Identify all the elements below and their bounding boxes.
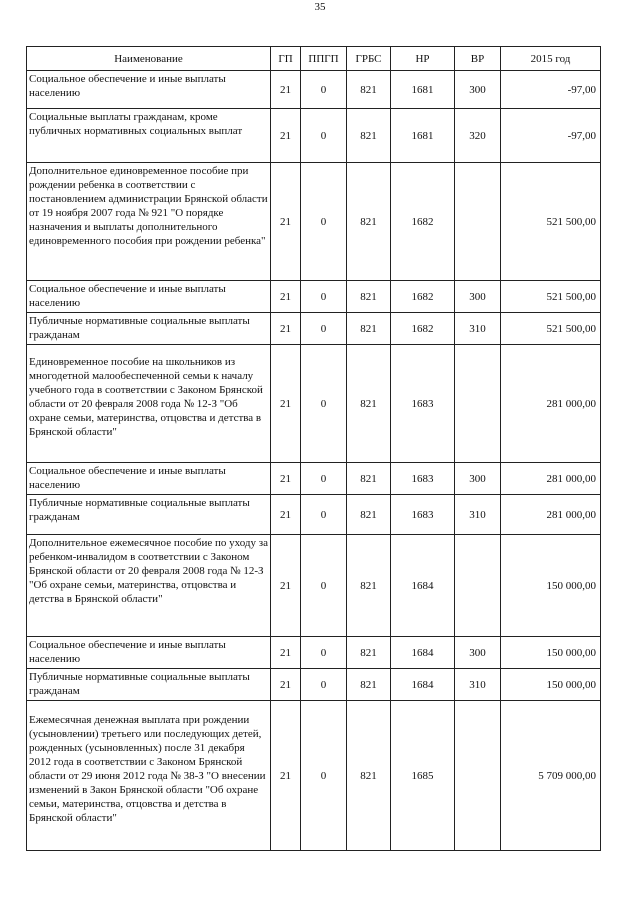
table-row [27,669,601,701]
row-vr [455,535,501,637]
row-gp: 21 [271,495,301,535]
row-gp: 21 [271,669,301,701]
row-amount: 5 709 000,00 [501,701,601,851]
row-vr [455,701,501,851]
row-ppgp: 0 [301,281,347,313]
table-row [27,281,601,313]
row-vr [455,345,501,463]
row-name: Социальное обеспечение и иные выплаты населению [27,71,271,109]
table-row [27,637,601,669]
row-grbs: 821 [347,71,391,109]
row-grbs: 821 [347,281,391,313]
row-gp: 21 [271,463,301,495]
row-gp: 21 [271,313,301,345]
row-amount: -97,00 [501,109,601,163]
row-amount: 281 000,00 [501,495,601,535]
table-row [27,313,601,345]
budget-table [26,46,601,851]
column-header-gp: ГП [271,47,301,71]
row-gp: 21 [271,701,301,851]
row-ppgp: 0 [301,71,347,109]
row-vr: 320 [455,109,501,163]
row-ppgp: 0 [301,669,347,701]
row-amount: 150 000,00 [501,669,601,701]
row-ppgp: 0 [301,163,347,281]
row-name: Социальное обеспечение и иные выплаты населению [27,281,271,313]
row-vr: 310 [455,495,501,535]
row-gp: 21 [271,637,301,669]
row-vr: 310 [455,313,501,345]
row-vr: 300 [455,281,501,313]
row-grbs: 821 [347,463,391,495]
row-ppgp: 0 [301,109,347,163]
row-nr: 1683 [391,345,455,463]
row-gp: 21 [271,163,301,281]
table-row [27,495,601,535]
table-row [27,535,601,637]
column-header-name: Наименование [27,47,271,71]
column-header-vr: ВР [455,47,501,71]
table-row [27,345,601,463]
column-header-nr: НР [391,47,455,71]
row-nr: 1683 [391,463,455,495]
row-ppgp: 0 [301,637,347,669]
column-header-year: 2015 год [501,47,601,71]
row-amount: 521 500,00 [501,163,601,281]
row-amount: -97,00 [501,71,601,109]
row-vr [455,163,501,281]
row-grbs: 821 [347,313,391,345]
row-grbs: 821 [347,345,391,463]
row-amount: 150 000,00 [501,637,601,669]
table-row [27,163,601,281]
row-gp: 21 [271,71,301,109]
row-name: Социальное обеспечение и иные выплаты населению [27,463,271,495]
row-grbs: 821 [347,637,391,669]
table-row [27,109,601,163]
table-row [27,71,601,109]
column-header-grbs: ГРБС [347,47,391,71]
row-amount: 521 500,00 [501,313,601,345]
row-ppgp: 0 [301,313,347,345]
row-name: Публичные нормативные социальные выплаты гражданам [27,495,271,535]
row-name: Публичные нормативные социальные выплаты гражданам [27,669,271,701]
row-gp: 21 [271,345,301,463]
row-grbs: 821 [347,669,391,701]
row-grbs: 821 [347,109,391,163]
row-amount: 521 500,00 [501,281,601,313]
row-name: Дополнительное ежемесячное пособие по уходу за ребенком-инвалидом в соответствии с Законом Брянской области от 20 февраля 2008 года № 12-З "Об охране семьи, материнства, отцовства и детства в Брянской области" [27,535,271,637]
row-amount: 281 000,00 [501,345,601,463]
row-grbs: 821 [347,701,391,851]
row-grbs: 821 [347,535,391,637]
row-name: Социальные выплаты гражданам, кроме публичных нормативных социальных выплат [27,109,271,163]
table-row [27,463,601,495]
row-name: Дополнительное единовременное пособие при рождении ребенка в соответствии с постановлением администрации Брянской области от 19 ноября 2007 года № 921 "О порядке назначения и выплаты дополнительного единовременного пособия при рождении ребенка" [27,163,271,281]
row-nr: 1682 [391,313,455,345]
row-name: Ежемесячная денежная выплата при рождении (усыновлении) третьего или последующих детей, рожденных (усыновленных) после 31 декабря 2012 года в соответствии с Законом Брянской области от 29 июня 2012 года № 38-З "О внесении изменений в Закон Брянской области "Об охране семьи, материнства, отцовства и детства в Брянской области" [27,701,271,851]
row-vr: 310 [455,669,501,701]
row-ppgp: 0 [301,345,347,463]
page-number: 35 [314,1,326,13]
row-name: Социальное обеспечение и иные выплаты населению [27,637,271,669]
row-nr: 1682 [391,281,455,313]
row-gp: 21 [271,281,301,313]
table-header-row [27,47,601,71]
row-ppgp: 0 [301,463,347,495]
row-nr: 1684 [391,535,455,637]
table-row [27,701,601,851]
row-nr: 1684 [391,637,455,669]
row-ppgp: 0 [301,701,347,851]
row-vr: 300 [455,463,501,495]
row-grbs: 821 [347,495,391,535]
column-header-ppgp: ППГП [301,47,347,71]
row-nr: 1682 [391,163,455,281]
row-vr: 300 [455,71,501,109]
row-amount: 281 000,00 [501,463,601,495]
row-vr: 300 [455,637,501,669]
row-name: Публичные нормативные социальные выплаты гражданам [27,313,271,345]
row-grbs: 821 [347,163,391,281]
row-ppgp: 0 [301,495,347,535]
row-nr: 1681 [391,71,455,109]
row-nr: 1685 [391,701,455,851]
row-nr: 1681 [391,109,455,163]
row-nr: 1683 [391,495,455,535]
row-gp: 21 [271,535,301,637]
row-gp: 21 [271,109,301,163]
row-nr: 1684 [391,669,455,701]
row-ppgp: 0 [301,535,347,637]
row-amount: 150 000,00 [501,535,601,637]
row-name: Единовременное пособие на школьников из многодетной малообеспеченной семьи к началу учебного года в соответствии с Законом Брянской области от 20 февраля 2008 года № 12-З "Об охране семьи, материнства, отцовства и детства в Брянской области" [27,345,271,463]
